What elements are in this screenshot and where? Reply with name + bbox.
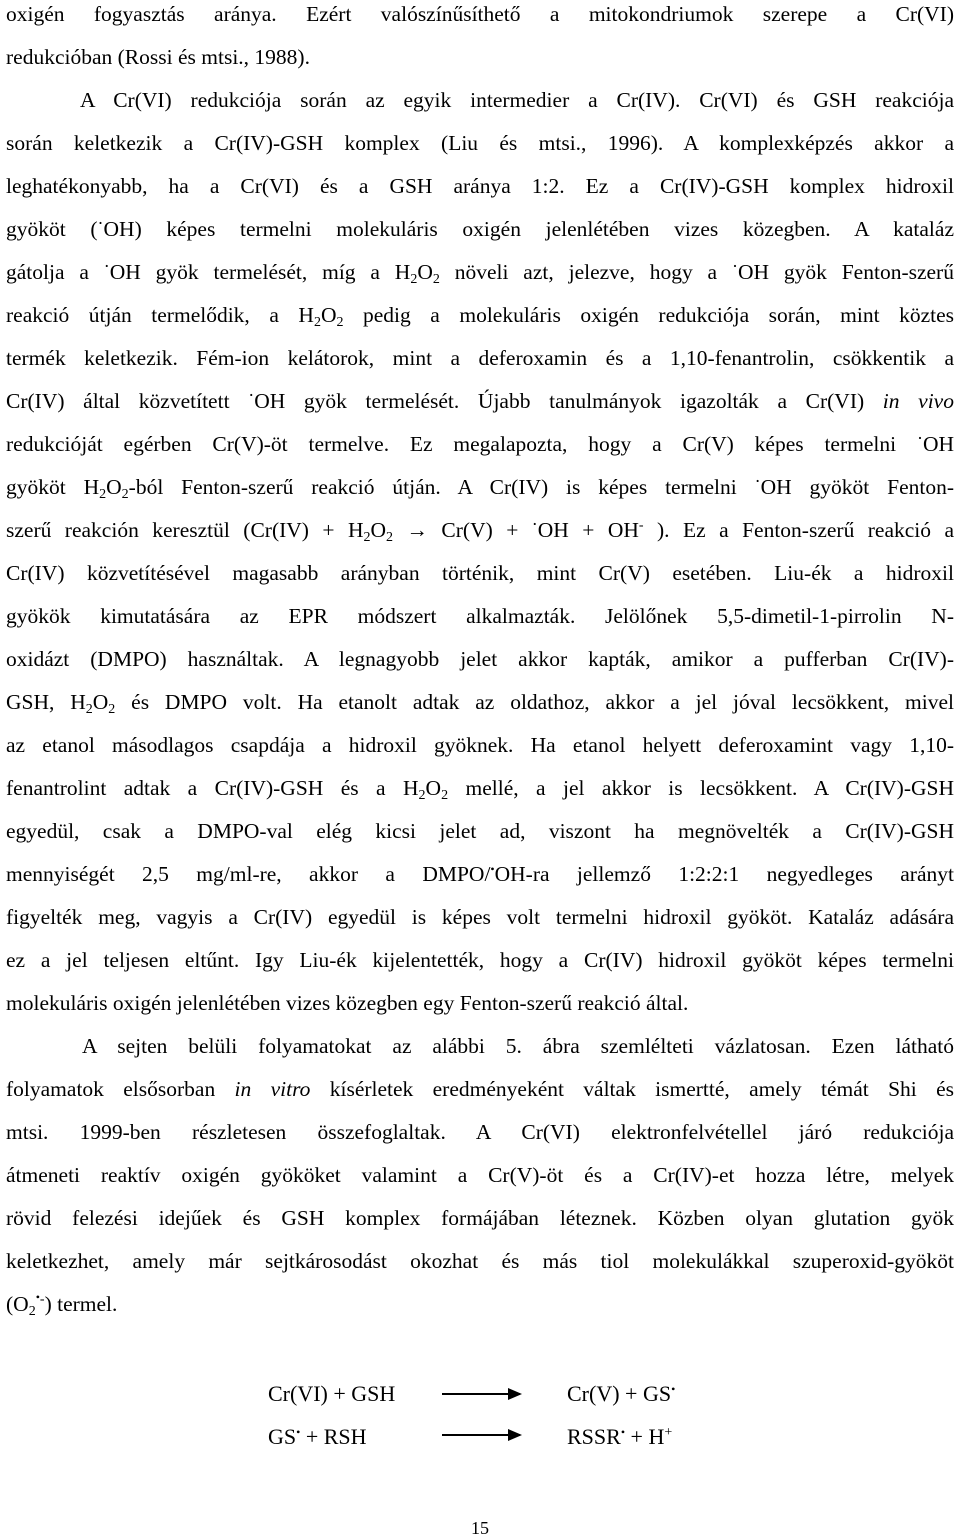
text-line: figyelték meg, vagyis a Cr(IV) egyedül is képes volt termelni hidroxil gyököt. Kataláz adására xyxy=(6,905,954,929)
text-line: oxigén fogyasztás aránya. Ezért valószínűsíthető a mitokondriumok szerepe a Cr(VI) xyxy=(6,2,954,26)
reaction-2-left: GS• + RSH xyxy=(268,1424,367,1449)
text-line: az etanol másodlagos csapdája a hidroxil gyöknek. Ha etanol helyett deferoxamint vagy 1,10- xyxy=(6,733,954,757)
reaction-2-right: RSSR• + H+ xyxy=(567,1424,673,1449)
text-line: Cr(IV) által közvetített ·OH gyök termelését. Újabb tanulmányok igazolták a Cr(VI) in vivo xyxy=(6,385,954,413)
text-line: oxidázt (DMPO) használtak. A legnagyobb jelet akkor kapták, amikor a pufferban Cr(IV)- xyxy=(6,647,954,671)
text-line: keletkezhet, amely már sejtkárosodást okozhat és más tiol molekulákkal szuperoxid-gyököt xyxy=(6,1249,954,1273)
text-line: rövid felezési idejűek és GSH komplex formájában léteznek. Közben olyan glutation gyök xyxy=(6,1206,954,1230)
reaction-2-arrow xyxy=(442,1434,520,1436)
text-line: folyamatok elsősorban in vitro kísérletek eredményeként váltak ismertté, amely témát Shi és xyxy=(6,1077,954,1101)
text-line: leghatékonyabb, ha a Cr(VI) és a GSH aránya 1:2. Ez a Cr(IV)-GSH komplex hidroxil xyxy=(6,174,954,198)
text-line: során keletkezik a Cr(IV)-GSH komplex (Liu és mtsi., 1996). A komplexképzés akkor a xyxy=(6,131,954,155)
text-line: egyedül, csak a DMPO-val elég kicsi jelet ad, viszont ha megnövelték a Cr(IV)-GSH xyxy=(6,819,954,843)
reaction-1-arrow xyxy=(442,1393,520,1395)
text-line: termék keletkezik. Fém-ion kelátorok, mint a deferoxamin és a 1,10-fenantrolin, csökkentik a xyxy=(6,346,954,370)
text-line: GSH, $H_2O_2$ és DMPO volt. Ha etanolt adtak az oldathoz, akkor a jel jóval lecsökkent, mivel xyxy=(6,690,954,717)
text-line: molekuláris oxigén jelenlétében vizes közegben egy Fenton-szerű reakció által. xyxy=(6,991,689,1015)
text-line: mennyiségét 2,5 mg/ml-re, akkor a DMPO/•OH-ra jellemző 1:2:2:1 negyedleges arányt xyxy=(6,862,954,886)
text-line: gyökök kimutatására az EPR módszert alkalmazták. Jelölőnek 5,5-dimetil-1-pirrolin N- xyxy=(6,604,954,628)
text-line: átmeneti reaktív oxigén gyököket valamint a Cr(V)-öt és a Cr(IV)-et hozza létre, melyek xyxy=(6,1163,954,1187)
text-line: Cr(IV) közvetítésével magasabb arányban történik, mint Cr(V) esetében. Liu-ék a hidroxil xyxy=(6,561,954,585)
text-line: reakció útján termelődik, a $H_2O_2$ pedig a molekuláris oxigén redukciója során, mint köztes xyxy=(6,303,955,330)
text-line: ez a jel teljesen eltűnt. Igy Liu-ék kijelentették, hogy a Cr(IV) hidroxil gyököt képes termelni xyxy=(6,948,954,972)
text-line: redukcióját egérben Cr(V)-öt termelve. Ez megalapozta, hogy a Cr(V) képes termelni ·OH xyxy=(6,428,954,456)
text-line: szerű reakción keresztül ($Cr(IV) + H_2O_2 \to Cr(V) + ^\cdot OH + OH^-$ ). Ez a Fenton-szerű reakció a xyxy=(6,514,955,545)
text-line: mtsi. 1999-ben részletesen összefoglaltak. A Cr(VI) elektronfelvétellel járó redukciója xyxy=(6,1120,954,1144)
text-line: gyököt (·OH) képes termelni molekuláris oxigén jelenlétében vizes közegben. A kataláz xyxy=(6,213,954,241)
reaction-1-left: Cr(VI) + GSH xyxy=(268,1381,396,1406)
text-line: gátolja a ·OH gyök termelését, míg a $H_2O_2$ növeli azt, jelezve, hogy a ·OH gyök Fenton-szerű xyxy=(6,256,954,287)
text-line: fenantrolint adtak a Cr(IV)-GSH és a $H_2O_2$ mellé, a jel akkor is lecsökkent. A Cr(IV)-GSH xyxy=(6,776,954,803)
reaction-1-right: Cr(V) + GS• xyxy=(567,1381,676,1406)
text-line: A sejten belüli folyamatokat az alábbi 5. ábra szemlélteti vázlatosan. Ezen látható xyxy=(82,1034,954,1058)
text-line: A Cr(VI) redukciója során az egyik intermedier a Cr(IV). Cr(VI) és GSH reakciója xyxy=(80,88,954,112)
text-line: $(O_2^{•-})$ termel. xyxy=(6,1290,118,1319)
text-line: gyököt $H_2O_2$-ból Fenton-szerű reakció útján. A Cr(IV) is képes termelni ·OH gyököt Fenton- xyxy=(6,471,954,502)
page-number: 15 xyxy=(471,1518,489,1538)
text-line: redukcióban (Rossi és mtsi., 1988). xyxy=(6,45,310,69)
